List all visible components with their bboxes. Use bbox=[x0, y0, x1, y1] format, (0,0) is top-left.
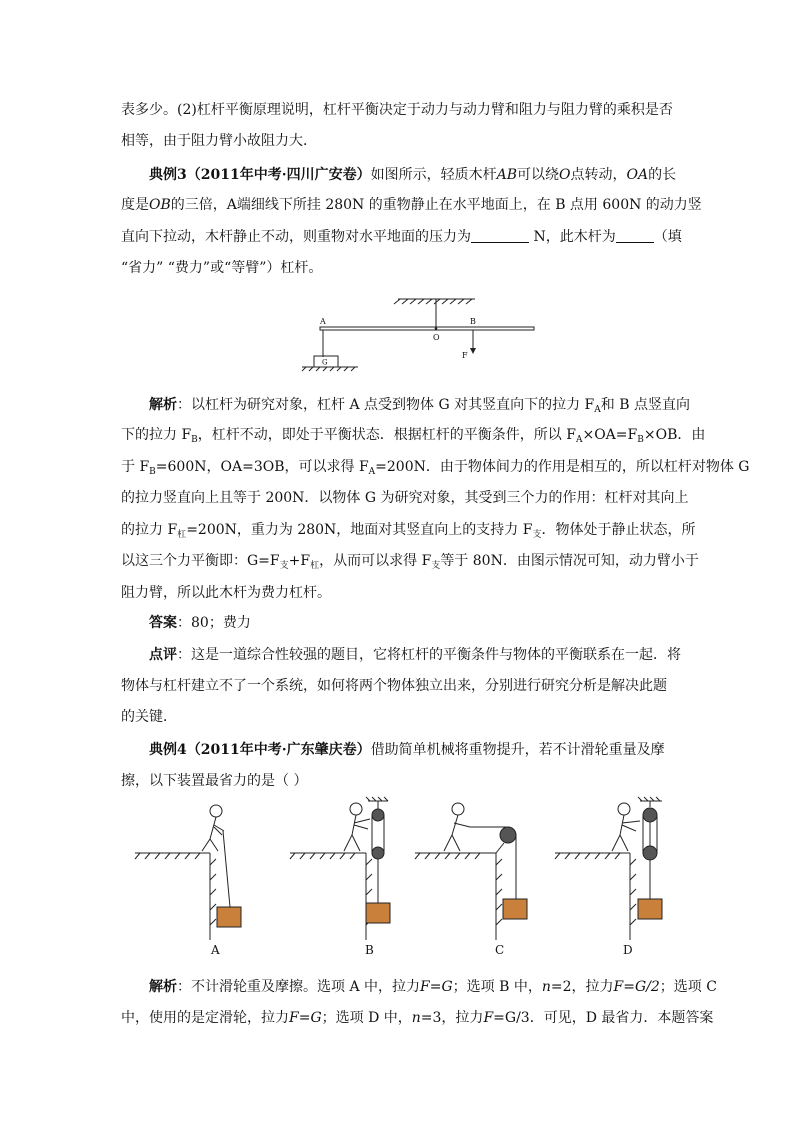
example3-line-3: 直向下拉动，木杆静止不动，则重物对水平地面的压力为 N，此木杆为 （填 bbox=[121, 229, 682, 245]
intro-line-2: 相等，由于阻力臂小故阻力大． bbox=[121, 133, 317, 149]
analysis3-line-4: 的拉力竖直向上且等于 200N．以物体 G 为研究对象，其受到三个力的作用：杠杆对其向上 bbox=[121, 490, 689, 506]
analysis3-line-7: 阻力臂，所以此木杆为费力杠杆。 bbox=[121, 585, 331, 601]
example4-line-2: 擦，以下装置最省力的是（ ） bbox=[121, 773, 308, 789]
figure-label-D: D bbox=[623, 943, 633, 957]
example3-title: 典例3（2011年中考·四川广安卷） bbox=[149, 167, 371, 183]
pulley-figures bbox=[130, 795, 690, 940]
figure-label-C: C bbox=[495, 943, 505, 957]
blank-lever-type bbox=[616, 228, 654, 243]
analysis3-line-3: 于 $F_B=600N$，OA=3OB，可以求得 $F_A=200N$．由于物体间力的作用是相互的，所以杠杆对物体 G bbox=[121, 459, 750, 477]
label-O: O bbox=[433, 333, 440, 342]
analysis3-line-2: 下的拉力 $F_B$，杠杆不动，即处于平衡状态．根据杠杆的平衡条件，所以 $F_A\times OA=F_B\times OB$．由 bbox=[121, 427, 706, 445]
example3-line-4: “省力” “费力”或“等臂”）杠杆。 bbox=[121, 260, 323, 276]
blank-pressure bbox=[471, 228, 529, 243]
comment3-line-3: 的关键． bbox=[121, 709, 177, 725]
figure-A bbox=[135, 805, 241, 940]
example3-line-1: 典例3（2011年中考·四川广安卷）如图所示，轻质木杆AB可以绕O点转动，OA的长 bbox=[149, 167, 677, 183]
figure-C bbox=[415, 803, 527, 940]
figure-label-B: B bbox=[365, 943, 374, 957]
example4-line-1: 典例4（2011年中考·广东肇庆卷）借助简单机械将重物提升，若不计滑轮重量及摩 bbox=[149, 742, 665, 758]
analysis4-line-2: 中，使用的是定滑轮，拉力F=G；选项 D 中，n=3，拉力F=G/3．可见，D 最省力．本题答案 bbox=[121, 1010, 714, 1026]
label-A: A bbox=[320, 317, 326, 326]
intro-line-1: 表多少。(2)杠杆平衡原理说明，杠杆平衡决定于动力与动力臂和阻力与阻力臂的乘积是否 bbox=[121, 102, 673, 118]
example3-line-2: 度是OB的三倍，A端细线下所挂 280N 的重物静止在水平地面上，在 B 点用 600N 的动力竖 bbox=[121, 197, 702, 213]
figure-D bbox=[555, 797, 662, 940]
figure-label-A: A bbox=[211, 943, 220, 957]
answer3: 答案：80；费力 bbox=[149, 615, 251, 631]
label-G: G bbox=[322, 358, 328, 367]
figure-B bbox=[290, 797, 390, 940]
lever-figure bbox=[290, 290, 550, 380]
comment3-line-2: 物体与杠杆建立不了一个系统，如何将两个物体独立出来，分别进行研究分析是解决此题 bbox=[121, 678, 667, 694]
comment3-line-1: 点评：这是一道综合性较强的题目，它将杠杆的平衡条件与物体的平衡联系在一起．将 bbox=[149, 647, 681, 663]
analysis4-line-1: 解析：不计滑轮重及摩擦。选项 A 中，拉力F=G；选项 B 中，n=2，拉力F=G/2；选项 C bbox=[149, 979, 717, 995]
analysis3-line-5: 的拉力 $F_杠=200N$，重力为 280N，地面对其竖直向上的支持力 $F_支$．物体处于静止状态，所 bbox=[121, 522, 696, 540]
analysis3-line-1: 解析：以杠杆为研究对象，杠杆 A 点受到物体 G 对其竖直向下的拉力 $F_A$和 B 点竖直向 bbox=[149, 397, 690, 415]
label-F: F bbox=[462, 351, 468, 360]
analysis3-line-6: 以这三个力平衡即：$G=F_支+F_杠$，从而可以求得 $F_支$等于 80N．由图示情况可知，动力臂小于 bbox=[121, 553, 699, 571]
label-B: B bbox=[470, 317, 476, 326]
